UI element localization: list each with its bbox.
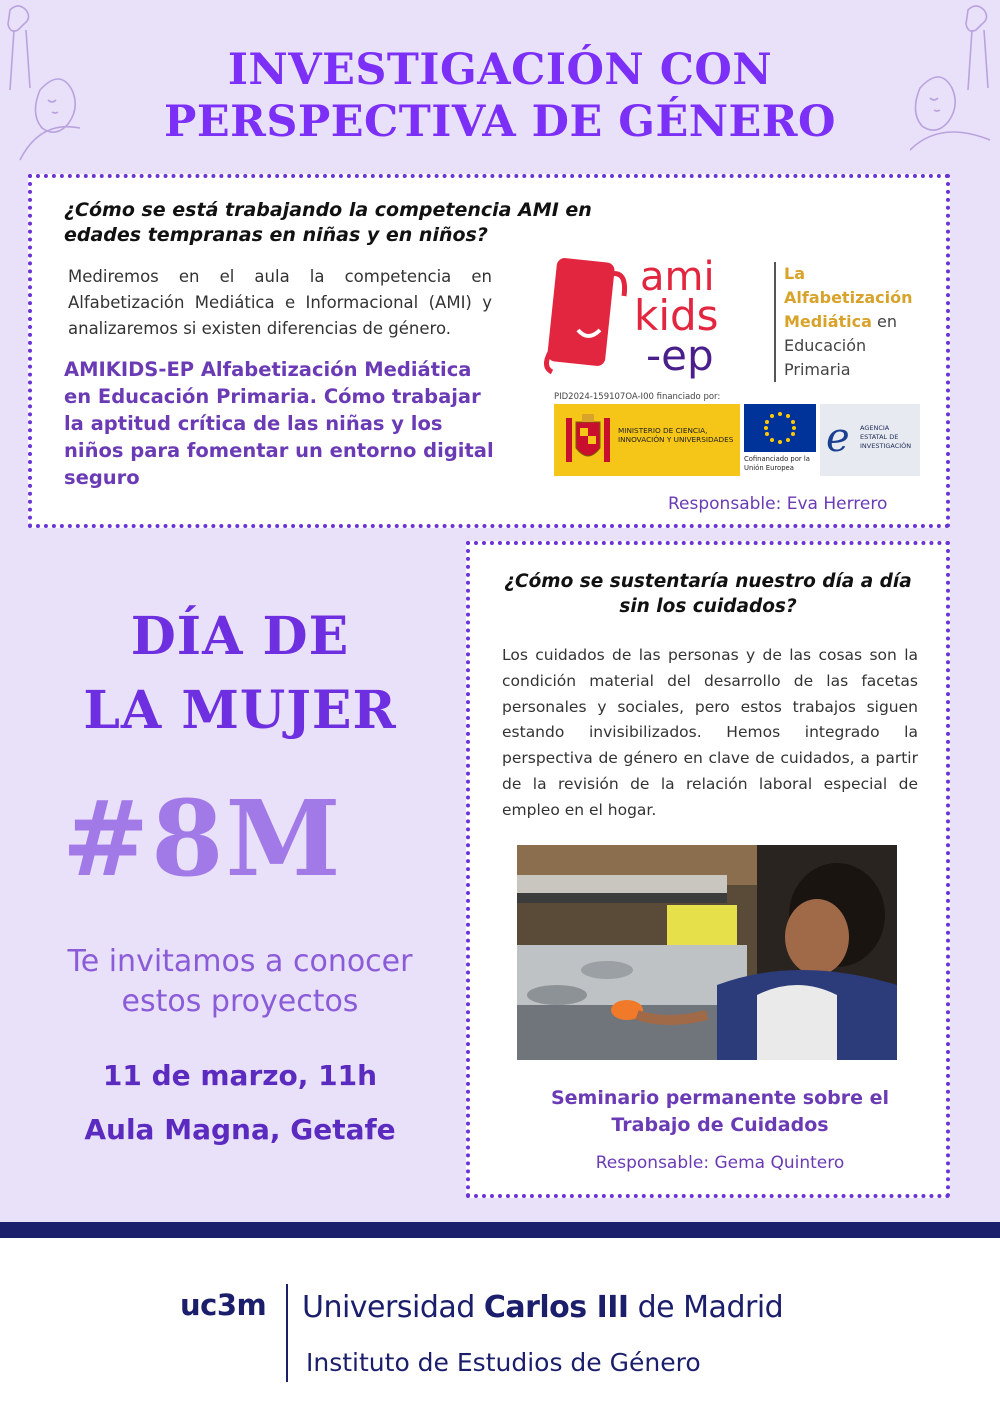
- amikids-ep-logo-icon: [542, 256, 767, 386]
- project-amikids-description: Mediremos en el aula la competencia en Alfabetización Mediática e Informacional (AMI) y analizaremos si existen diferencias de género.: [68, 267, 492, 338]
- agency-label: AGENCIA ESTATAL DE INVESTIGACIÓN: [860, 424, 912, 450]
- project-amikids-responsible: Responsable: Eva Herrero: [668, 494, 888, 514]
- aei-emblem-icon: e: [826, 415, 850, 461]
- svg-text:ami: ami: [640, 256, 715, 300]
- event-date: 11 de marzo, 11h: [102, 1059, 378, 1092]
- caption-line-3a: Mediática: [784, 312, 872, 331]
- caption-line-2: Alfabetización: [784, 288, 913, 307]
- caption-line-4: Educación: [784, 336, 867, 355]
- project-cuidados-title: Seminario permanente sobre el Trabajo de Cuidados: [550, 1087, 889, 1136]
- caption-line-5: Primaria: [784, 360, 851, 379]
- event-title: [30, 600, 450, 748]
- university-suffix: de Madrid: [637, 1290, 784, 1325]
- project-cuidados-description: Los cuidados de las personas y de las cosas son la condición material del desarrollo de las facetas personales y sociales, pero estos trabajos siguen estando invisibilizados. Hemos integrado la perspectiva de género en clave de cuidados, a partir de la revisión de la relación laboral especial de empleo en el hogar.: [502, 646, 918, 819]
- event-title-line-2: LA MUJER: [83, 680, 397, 741]
- institute-name: Instituto de Estudios de Género: [306, 1348, 701, 1377]
- ministry-label: MINISTERIO DE CIENCIA, INNOVACIÓN Y UNIVERSIDADES: [618, 426, 734, 444]
- university-prefix: Universidad: [302, 1290, 475, 1325]
- footer: [0, 1238, 1000, 1414]
- project-cuidados-card: [466, 541, 950, 1198]
- event-hashtag: #8M: [62, 777, 343, 900]
- event-place: Aula Magna, Getafe: [84, 1113, 396, 1146]
- eu-label: Cofinanciado por la Unión Europea: [744, 455, 810, 472]
- uc3m-logo: uc3m: [180, 1288, 267, 1322]
- project-cuidados-responsible: Responsable: Gema Quintero: [595, 1153, 845, 1173]
- grant-id: PID2024-159107OA-I00 financiado por:: [554, 392, 721, 402]
- title-line-2: PERSPECTIVA DE GÉNERO: [163, 97, 836, 147]
- university-name: [302, 1290, 783, 1325]
- kitchen-scene-illustration: [517, 845, 897, 1060]
- page-title: [0, 44, 1000, 148]
- project-cuidados-question: ¿Cómo se sustentaría nuestro día a día sin los cuidados?: [504, 571, 912, 617]
- amikids-logo-group: [542, 256, 932, 481]
- svg-text:-ep: -ep: [646, 331, 714, 380]
- event-title-line-1: DÍA DE: [130, 606, 350, 667]
- eu-flag-icon: [744, 404, 816, 452]
- project-amikids-question: ¿Cómo se está trabajando la competencia AMI en edades tempranas en niñas y en niños?: [64, 199, 592, 246]
- eu-logo: [744, 404, 816, 476]
- svg-text:kids: kids: [634, 291, 719, 340]
- amikids-logo-caption: [774, 262, 934, 382]
- spain-coat-of-arms-icon: [562, 412, 614, 468]
- ministry-logo: [554, 404, 740, 476]
- title-line-1: INVESTIGACIÓN CON: [227, 45, 773, 95]
- footer-band: [0, 1222, 1000, 1238]
- event-invitation: Te invitamos a conocer estos proyectos: [67, 944, 413, 1019]
- kitchen-worker-photo: [517, 845, 897, 1060]
- university-bold: Carlos III: [483, 1290, 629, 1325]
- project-amikids-title: AMIKIDS-EP Alfabetización Mediática en Educación Primaria. Cómo trabajar la aptitud crítica de las niñas y los niños para fomentar un entorno digital seguro: [64, 358, 494, 489]
- footer-divider: [286, 1284, 288, 1382]
- caption-line-3b: en: [877, 312, 897, 331]
- project-amikids-card: [28, 174, 950, 528]
- caption-line-1: La: [784, 264, 805, 283]
- agency-logo: [820, 404, 920, 476]
